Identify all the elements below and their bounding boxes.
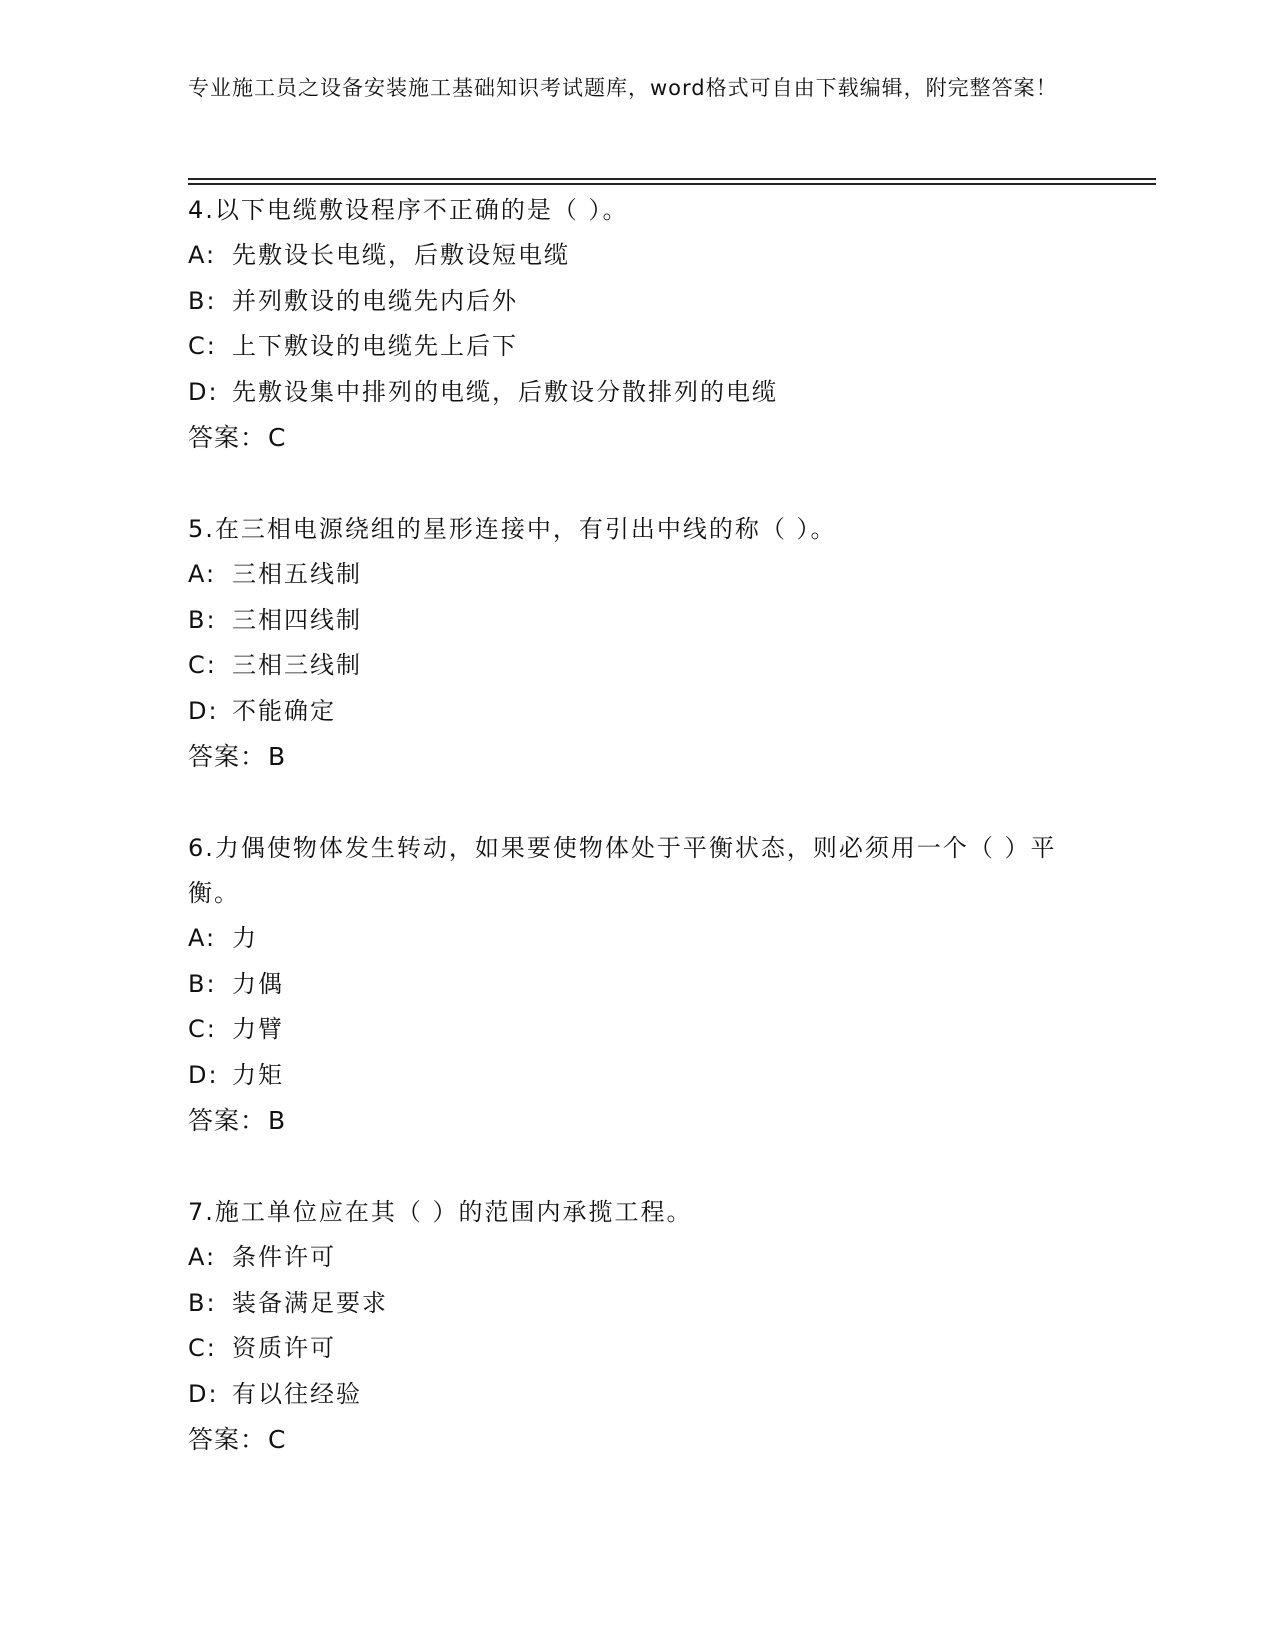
option-c xyxy=(188,324,1088,370)
answer-line xyxy=(188,1098,1088,1143)
option-key: B: xyxy=(188,605,217,634)
option-d xyxy=(188,1372,1088,1418)
option-text: 力 xyxy=(232,924,258,952)
option-text: 并列敷设的电缆先内后外 xyxy=(232,286,518,315)
answer-label: 答案： xyxy=(188,1106,267,1135)
option-a xyxy=(188,1235,1088,1281)
option-key: B: xyxy=(188,969,217,998)
option-text: 三相四线制 xyxy=(232,605,362,634)
option-key: A: xyxy=(188,560,217,588)
question-stem: 6.力偶使物体发生转动，如果要使物体处于平衡状态，则必须用一个（ ）平衡。 xyxy=(188,834,1057,907)
option-text: 先敷设长电缆，后敷设短电缆 xyxy=(232,241,570,269)
answer-label: 答案： xyxy=(188,742,267,771)
header-divider-top xyxy=(188,178,1156,180)
option-text: 先敷设集中排列的电缆，后敷设分散排列的电缆 xyxy=(232,377,778,406)
answer-line xyxy=(188,415,1088,460)
option-a xyxy=(188,552,1088,598)
option-b xyxy=(188,962,1088,1008)
option-text: 三相三线制 xyxy=(232,651,362,679)
answer-value: C xyxy=(268,1425,287,1454)
option-text: 资质许可 xyxy=(232,1334,336,1362)
answer-value: C xyxy=(268,423,287,452)
answer-value: B xyxy=(268,742,287,771)
option-key: B: xyxy=(188,1288,217,1317)
question-6 xyxy=(188,826,1088,1143)
option-c xyxy=(188,643,1088,689)
option-d xyxy=(188,689,1088,735)
answer-line xyxy=(188,1417,1088,1462)
option-text: 不能确定 xyxy=(232,696,336,725)
option-key: C: xyxy=(188,1015,217,1043)
option-key: D: xyxy=(188,1379,219,1408)
option-key: B: xyxy=(188,286,217,315)
option-text: 三相五线制 xyxy=(232,560,362,588)
option-key: D: xyxy=(188,696,219,725)
option-key: C: xyxy=(188,651,217,679)
option-key: C: xyxy=(188,1334,217,1362)
option-text: 力臂 xyxy=(232,1015,284,1043)
answer-label: 答案： xyxy=(188,1425,267,1454)
option-b xyxy=(188,279,1088,325)
document-header: 专业施工员之设备安装施工基础知识考试题库，word格式可自由下载编辑，附完整答案！ xyxy=(188,76,1058,100)
question-5 xyxy=(188,507,1088,779)
answer-value: B xyxy=(268,1106,287,1135)
option-d xyxy=(188,370,1088,416)
option-c xyxy=(188,1326,1088,1372)
option-key: C: xyxy=(188,332,217,360)
option-key: A: xyxy=(188,241,217,269)
header-divider-bottom xyxy=(188,183,1156,185)
question-stem: 4.以下电缆敷设程序不正确的是（ ）。 xyxy=(188,196,629,224)
option-text: 力偶 xyxy=(232,969,284,998)
option-text: 力矩 xyxy=(232,1060,284,1089)
answer-line xyxy=(188,734,1088,779)
question-stem: 5.在三相电源绕组的星形连接中，有引出中线的称（ ）。 xyxy=(188,515,837,543)
question-stem: 7.施工单位应在其（ ）的范围内承揽工程。 xyxy=(188,1198,693,1226)
option-text: 有以往经验 xyxy=(232,1379,362,1408)
answer-label: 答案： xyxy=(188,423,267,452)
option-a xyxy=(188,233,1088,279)
option-key: A: xyxy=(188,1243,217,1271)
option-d xyxy=(188,1053,1088,1099)
option-b xyxy=(188,598,1088,644)
option-text: 上下敷设的电缆先上后下 xyxy=(232,332,518,360)
question-7 xyxy=(188,1190,1088,1462)
option-key: A: xyxy=(188,924,217,952)
option-a xyxy=(188,916,1088,962)
question-4 xyxy=(188,188,1088,460)
option-key: D: xyxy=(188,1060,219,1089)
option-text: 条件许可 xyxy=(232,1243,336,1271)
option-c xyxy=(188,1007,1088,1053)
option-b xyxy=(188,1281,1088,1327)
option-key: D: xyxy=(188,377,219,406)
question-list xyxy=(188,188,1088,1509)
option-text: 装备满足要求 xyxy=(232,1288,388,1317)
